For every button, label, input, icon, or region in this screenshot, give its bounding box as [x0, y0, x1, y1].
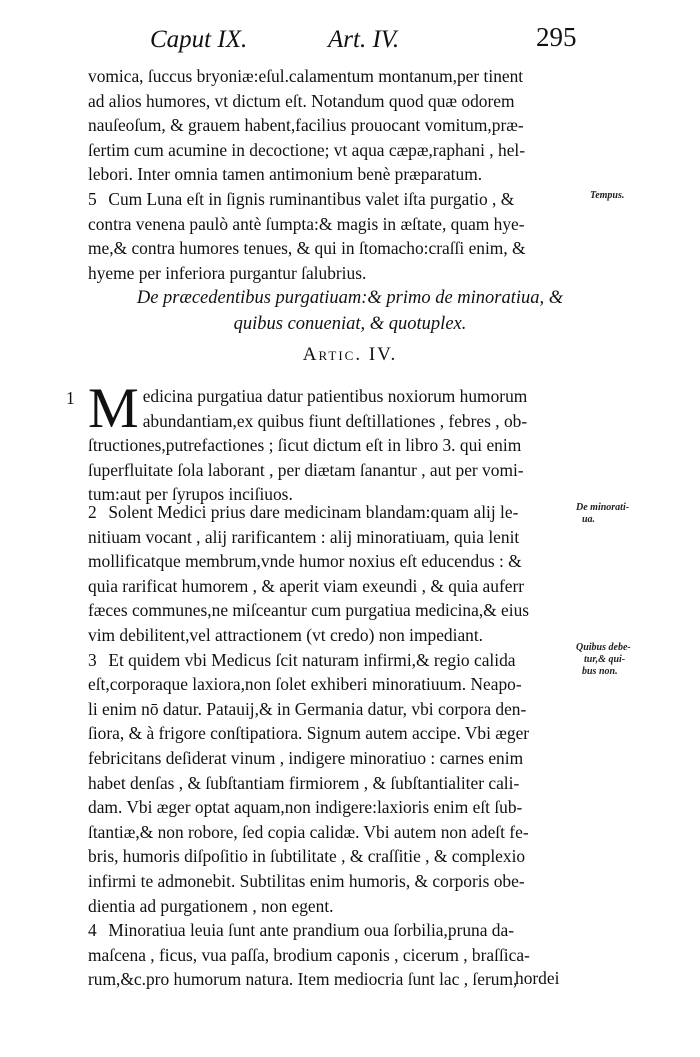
text-line: bris, humoris diſpoſitio in ſubtilitate , & craſſitie , & complexio [88, 846, 526, 867]
drop-cap: M [88, 377, 139, 440]
text-line: contra venena paulò antè ſumpta:& magis in æſtate, quam hye- [88, 213, 525, 234]
catchword: hordei [515, 968, 560, 988]
paragraph-2-first-line [88, 500, 566, 525]
text-line: nitiuam vocant , alij rarificantem : alij minoratiuam, quia lenit [88, 526, 520, 547]
text-line: Et quidem vbi Medicus ſcit naturam infirmi,& regio calida [108, 649, 516, 670]
margin-note-tempus: Tempus. [590, 190, 625, 201]
text-line: rum,&c.pro humorum natura. Item mediocria ſunt lac , ſerum, [88, 969, 518, 990]
text-line: mollificatque membrum,vnde humor noxius eſt educendus : & [88, 551, 522, 572]
text-line: infirmi te admonebit. Subtilitas enim humoris, & corporis obe- [88, 870, 525, 891]
margin-note-deminoratiua [576, 502, 629, 526]
paragraph-5-first-line [88, 187, 566, 212]
margin-note-line: tur,& qui- [584, 654, 626, 665]
page-number: 295 [536, 22, 577, 52]
text-block-top [88, 64, 566, 285]
text-line: nauſeoſum, & grauem habent,facilius prouocant vomitum,præ- [88, 115, 524, 136]
text-line: ſuperfluitate ſola laborant , per diætam ſanantur , aut per vomi- [88, 459, 524, 480]
paragraph-number: 4 [88, 920, 97, 941]
text-line: quia rarificat humorem , & aperit viam exeundi , & quia auferr [88, 575, 525, 596]
text-line: ſiora, & à frigore conſtipatiora. Signum autem accipe. Vbi æger [88, 723, 530, 744]
text-line: maſcena , ficus, vua paſſa, brodium caponis , cicerum , braſſica- [88, 944, 530, 965]
running-title-article: Art. IV. [328, 26, 400, 53]
text-line: edicina purgatiua datur patientibus noxiorum humorum [142, 386, 528, 406]
text-line: Minoratiua leuia ſunt ante prandium oua ſorbilia,pruna da- [108, 920, 515, 941]
text-line: ſertim cum acumine in decoctione; vt aqua cæpæ,raphani , hel- [88, 139, 526, 160]
text-line: ſtantiæ,& non robore, ſed copia calidæ. Vbi autem non adeſt fe- [88, 821, 529, 842]
text-line: li enim nō datur. Patauij,& in Germania datur, vbi corpora den- [88, 698, 527, 719]
paragraph-4-first-line [88, 918, 566, 943]
paragraph-number: 1 [66, 388, 75, 408]
section-heading-line: De præcedentibus purgatiuam:& primo de minoratiua, & [136, 288, 564, 308]
text-line: vim debilitent,vel attractionem (vt credo) non impediant. [88, 624, 484, 645]
text-line: Solent Medici prius dare medicinam blandam:quam alij le- [108, 502, 519, 522]
paragraph-3-first-line [88, 648, 566, 673]
text-line: me,& contra humores tenues, & qui in ſtomacho:craſſi enim, & [88, 238, 526, 259]
margin-note-line: ua. [582, 514, 596, 525]
text-line: abundantiam,ex quibus fiunt deſtillationes , febres , ob- [142, 410, 528, 431]
text-line: ſtructiones,putrefactiones ; ſicut dictum eſt in libro 3. qui enim [88, 435, 522, 456]
text-line: dientia ad purgationem , non egent. [88, 895, 334, 916]
text-line: vomica, ſuccus bryoniæ:eſul.calamentum montanum,per tinent [88, 66, 524, 86]
text-line: ad alios humores, vt dictum eſt. Notandum quod quæ odorem [88, 90, 515, 111]
paragraph-number: 2 [88, 502, 97, 522]
text-line: febricitans deſiderat vinum , indigere minoratiuo : carnes enim [88, 747, 524, 768]
section-heading-line: quibus conueniat, & quotuplex. [233, 314, 467, 334]
text-line: eſt,corporaque laxiora,non ſolet exhiberi minoratiuum. Neapo- [88, 674, 522, 695]
paragraph-1 [66, 377, 566, 507]
paragraph-number: 5 [88, 188, 97, 209]
margin-note-line: Quibus debe- [576, 642, 631, 653]
paragraph-number: 3 [88, 649, 97, 670]
margin-note-line: bus non. [582, 666, 618, 677]
text-line: dam. Vbi æger optat aquam,non indigere:laxioris enim eſt ſub- [88, 797, 523, 818]
margin-note-line: De minorati- [576, 502, 630, 513]
text-block-main [88, 500, 566, 992]
running-header [0, 20, 700, 64]
text-line: tum:aut per ſyrupos inciſiuos. [88, 484, 293, 505]
text-line: lebori. Inter omnia tamen antimonium benè præparatum. [88, 164, 483, 185]
text-line: fæces communes,ne miſceantur cum purgatiua medicina,& eius [88, 600, 530, 621]
margin-note-quibus [576, 642, 631, 678]
text-line: habet denſas , & ſubſtantiam firmiorem , & ſubſtantialiter cali- [88, 772, 520, 793]
article-heading: Artic. IV. [302, 344, 398, 365]
text-line: Cum Luna eſt in ſignis ruminantibus valet iſta purgatio , & [108, 188, 515, 209]
text-line: hyeme per inferiora purgantur ſalubrius. [88, 262, 367, 283]
running-title-chapter: Caput IX. [150, 26, 248, 53]
